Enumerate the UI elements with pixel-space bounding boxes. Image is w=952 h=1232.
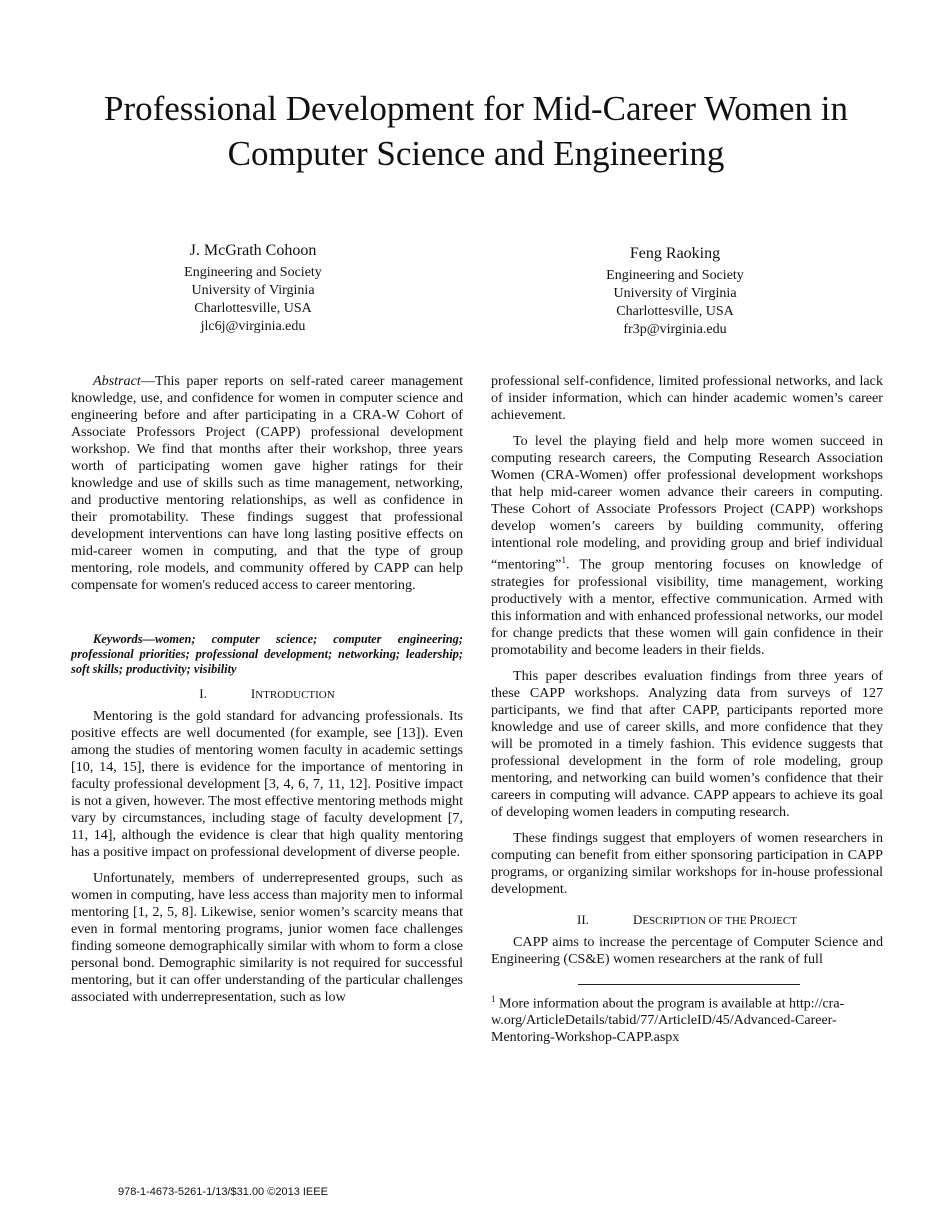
section-title-first-letter: I — [250, 686, 256, 701]
left-column — [71, 373, 463, 1006]
paragraph-text: . The group mentoring focuses on knowledge of strategies for professional visibility, time management, working productively with a mentor, effective communication. Armed with this information and with enhanced professional networks, our model for change predicts that these women will gain confidence in their promotability and become leaders in their fields. — [491, 556, 883, 658]
section-title-rest: NTRODUCTION — [255, 689, 335, 701]
abstract-text: —This paper reports on self-rated career management knowledge, use, and confidence for women in computer science and engineering before and after participating in a CRA-W Cohort of Associate Professors Project (CAPP) professional development workshop. We find that months after their workshop, three years worth of participating women gave higher ratings for their knowledge and use of skills such as time management, networking, and productive mentoring relationships, as well as confidence in their promotability. These findings suggest that professional development interventions can have long lasting positive effects on mid-career women in computing, and that the type of group mentoring, role models, and community offered by CAPP can help compensate for women's reduced access to career mentoring. — [71, 373, 463, 593]
footnote-text[interactable]: More information about the program is available at http://cra-w.org/ArticleDetails/tabid/77/ArticleID/45/Advanced-Career-Mentoring-Workshop-CAPP.aspx — [491, 996, 845, 1046]
copyright-footer: 978-1-4673-5261-1/13/$31.00 ©2013 IEEE — [118, 1186, 328, 1198]
section-number: I. — [199, 686, 207, 701]
author-city: Charlottesville, USA — [616, 304, 734, 319]
paper-title: Professional Development for Mid-Career Women in Computer Science and Engineering — [104, 89, 848, 173]
footnote-mark: 1 — [491, 993, 496, 1004]
author-name: Feng Raoking — [629, 245, 721, 262]
section-heading-description — [491, 911, 883, 930]
footnote-divider — [578, 984, 800, 985]
paragraph: Unfortunately, members of underrepresented groups, such as women in computing, have less access than majority men to informal mentoring [1, 2, 5, 8]. Likewise, senior women’s scarcity means that even in formal mentoring programs, junior women face challenges finding someone demographically similar with whom to form a close personal bond. Demographic similarity is not required for successful mentoring, but it can offer understanding of the particular challenges associated with underrepresentation, such as low — [71, 870, 463, 1005]
footnote — [491, 991, 883, 1047]
paragraph: Mentoring is the gold standard for advancing professionals. Its positive effects are well documented (for example, see [13]). Even among the studies of mentoring women faculty in academic settings [10, 14, 15], there is evidence for the importance of mentoring in faculty professional development [3, 4, 6, 7, 11, 12]. Positive impact is not a given, however. The most effective mentoring methods might vary by circumstances, including stage of faculty development [7, 11, 14], although the evidence is clear that high quality mentoring has a positive impact on professional development of diverse people. — [71, 708, 463, 860]
abstract-label: Abstract — [93, 373, 141, 389]
paragraph-text: To level the playing field and help more women succeed in computing research careers, the Computing Research Association Women (CRA-Women) offer professional development workshops that help mid-career women advance their careers in computing. These Cohort of Associate Professors Project (CAPP) workshops develop women’s careers by building community, offering intentional role modeling, and providing group and brief individual “mentoring” — [491, 433, 883, 573]
author-name: J. McGrath Cohoon — [189, 242, 317, 259]
footnote-marker: 1 — [561, 555, 566, 565]
author-block-2 — [575, 244, 775, 339]
author-univ: University of Virginia — [613, 286, 737, 301]
paragraph: This paper describes evaluation findings from three years of these CAPP workshops. Analyzing data from surveys of 127 participants, we find that after CAPP, participants reported more knowledge and use of career skills, and more confidence that they will be promoted in a timely fashion. This evidence suggests that professional development in the form of role modeling, group mentoring, and networking can build women’s confidence that their careers in computing will advance. CAPP appears to achieve its goal of developing women leaders in computing research. — [491, 667, 883, 820]
section-title-rest: ESCRIPTION OF THE — [642, 914, 750, 927]
section-heading-introduction — [71, 685, 463, 704]
author-dept: Engineering and Society — [184, 265, 322, 280]
section-title-first-letter: D — [632, 911, 643, 927]
abstract — [71, 373, 463, 594]
paragraph: CAPP aims to increase the percentage of Computer Science and Engineering (CS&E) women researchers at the rank of full — [491, 933, 883, 967]
author-block-1 — [153, 241, 353, 336]
author-dept: Engineering and Society — [606, 268, 744, 283]
section-title-rest: ROJECT — [756, 914, 797, 927]
author-univ: University of Virginia — [191, 283, 315, 298]
keywords: Keywords—women; computer science; computer engineering; professional priorities; professional development; networking; leadership; soft skills; productivity; visibility — [71, 632, 463, 676]
paragraph-continued: professional self-confidence, limited professional networks, and lack of insider information, which can hinder academic women’s career achievement. — [491, 373, 883, 423]
section-title-first-letter: P — [749, 911, 757, 927]
author-email[interactable]: fr3p@virginia.edu — [623, 322, 727, 337]
author-email[interactable]: jlc6j@virginia.edu — [200, 319, 306, 334]
paragraph — [491, 433, 883, 659]
paragraph: These findings suggest that employers of women researchers in computing can benefit from either sponsoring participation in CAPP programs, or organizing similar workshops for in-house professional development. — [491, 829, 883, 897]
section-number: II. — [577, 911, 589, 927]
author-city: Charlottesville, USA — [194, 301, 312, 316]
right-column — [491, 373, 883, 1046]
